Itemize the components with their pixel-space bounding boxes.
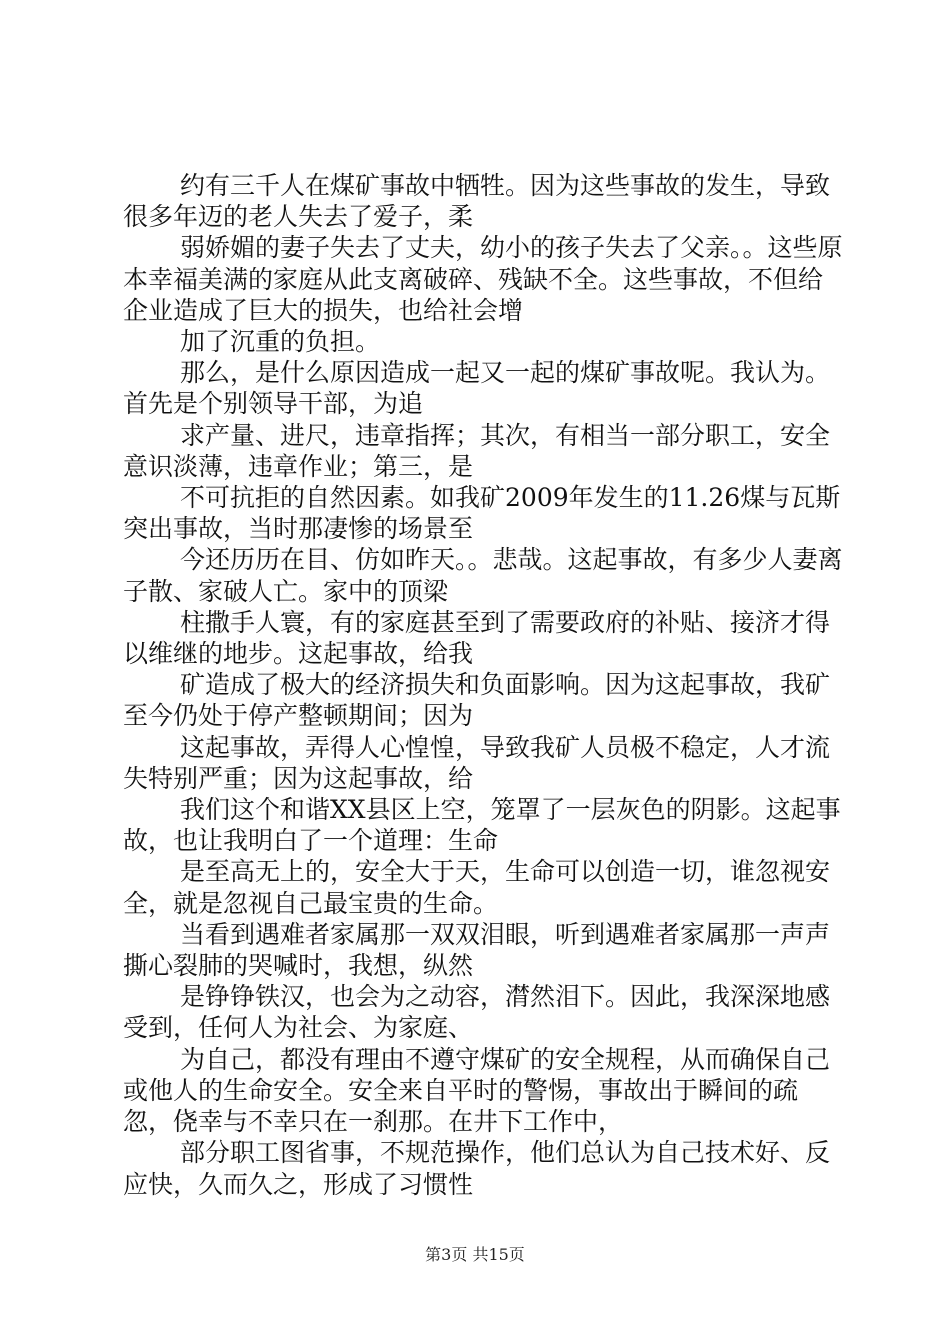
paragraph: 约有三千人在煤矿事故中牺牲。因为这些事故的发生，导致很多年迈的老人失去了爱子，柔 [123,171,831,232]
paragraph: 那么，是什么原因造成一起又一起的煤矿事故呢。我认为。首先是个别领导干部，为追 [123,358,831,419]
paragraph: 部分职工图省事，不规范操作，他们总认为自己技术好、反应快，久而久之，形成了习惯性 [123,1138,831,1199]
paragraph: 是铮铮铁汉，也会为之动容，潸然泪下。因此，我深深地感受到，任何人为社会、为家庭、 [123,982,831,1043]
page-footer: 第3页 共15页 [425,1245,525,1264]
document-body [123,170,843,1200]
paragraph: 这起事故，弄得人心惶惶，导致我矿人员极不稳定，人才流失特别严重；因为这起事故，给 [123,732,831,793]
paragraph: 我们这个和谐XX县区上空，笼罩了一层灰色的阴影。这起事故，也让我明白了一个道理：生命 [123,795,841,856]
paragraph: 矿造成了极大的经济损失和负面影响。因为这起事故，我矿至今仍处于停产整顿期间；因为 [123,670,831,731]
paragraph: 为自己，都没有理由不遵守煤矿的安全规程，从而确保自己或他人的生命安全。安全来自平时的警惕，事故出于瞬间的疏忽，侥幸与不幸只在一刹那。在井下工作中， [123,1044,831,1137]
paragraph: 加了沉重的负担。 [180,327,381,357]
paragraph: 不可抗拒的自然因素。如我矿2009年发生的11.26煤与瓦斯突出事故，当时那凄惨的场景至 [123,483,841,544]
paragraph: 是至高无上的，安全大于天，生命可以创造一切，谁忽视安全，就是忽视自己最宝贵的生命。 [123,857,831,918]
paragraph: 当看到遇难者家属那一双双泪眼，听到遇难者家属那一声声撕心裂肺的哭喊时，我想，纵然 [123,919,831,981]
paragraph: 弱娇媚的妻子失去了丈夫，幼小的孩子失去了父亲。。这些原本幸福美满的家庭从此支离破碎、残缺不全。这些事故，不但给企业造成了巨大的损失，也给社会增 [123,233,843,325]
paragraph: 求产量、进尺，违章指挥；其次，有相当一部分职工，安全意识淡薄，违章作业；第三，是 [123,420,831,481]
paragraph: 今还历历在目、仿如昨天。。悲哉。这起事故，有多少人妻离子散、家破人亡。家中的顶梁 [123,545,843,606]
paragraph: 柱撒手人寰，有的家庭甚至到了需要政府的补贴、接济才得以维继的地步。这起事故，给我 [123,607,831,669]
